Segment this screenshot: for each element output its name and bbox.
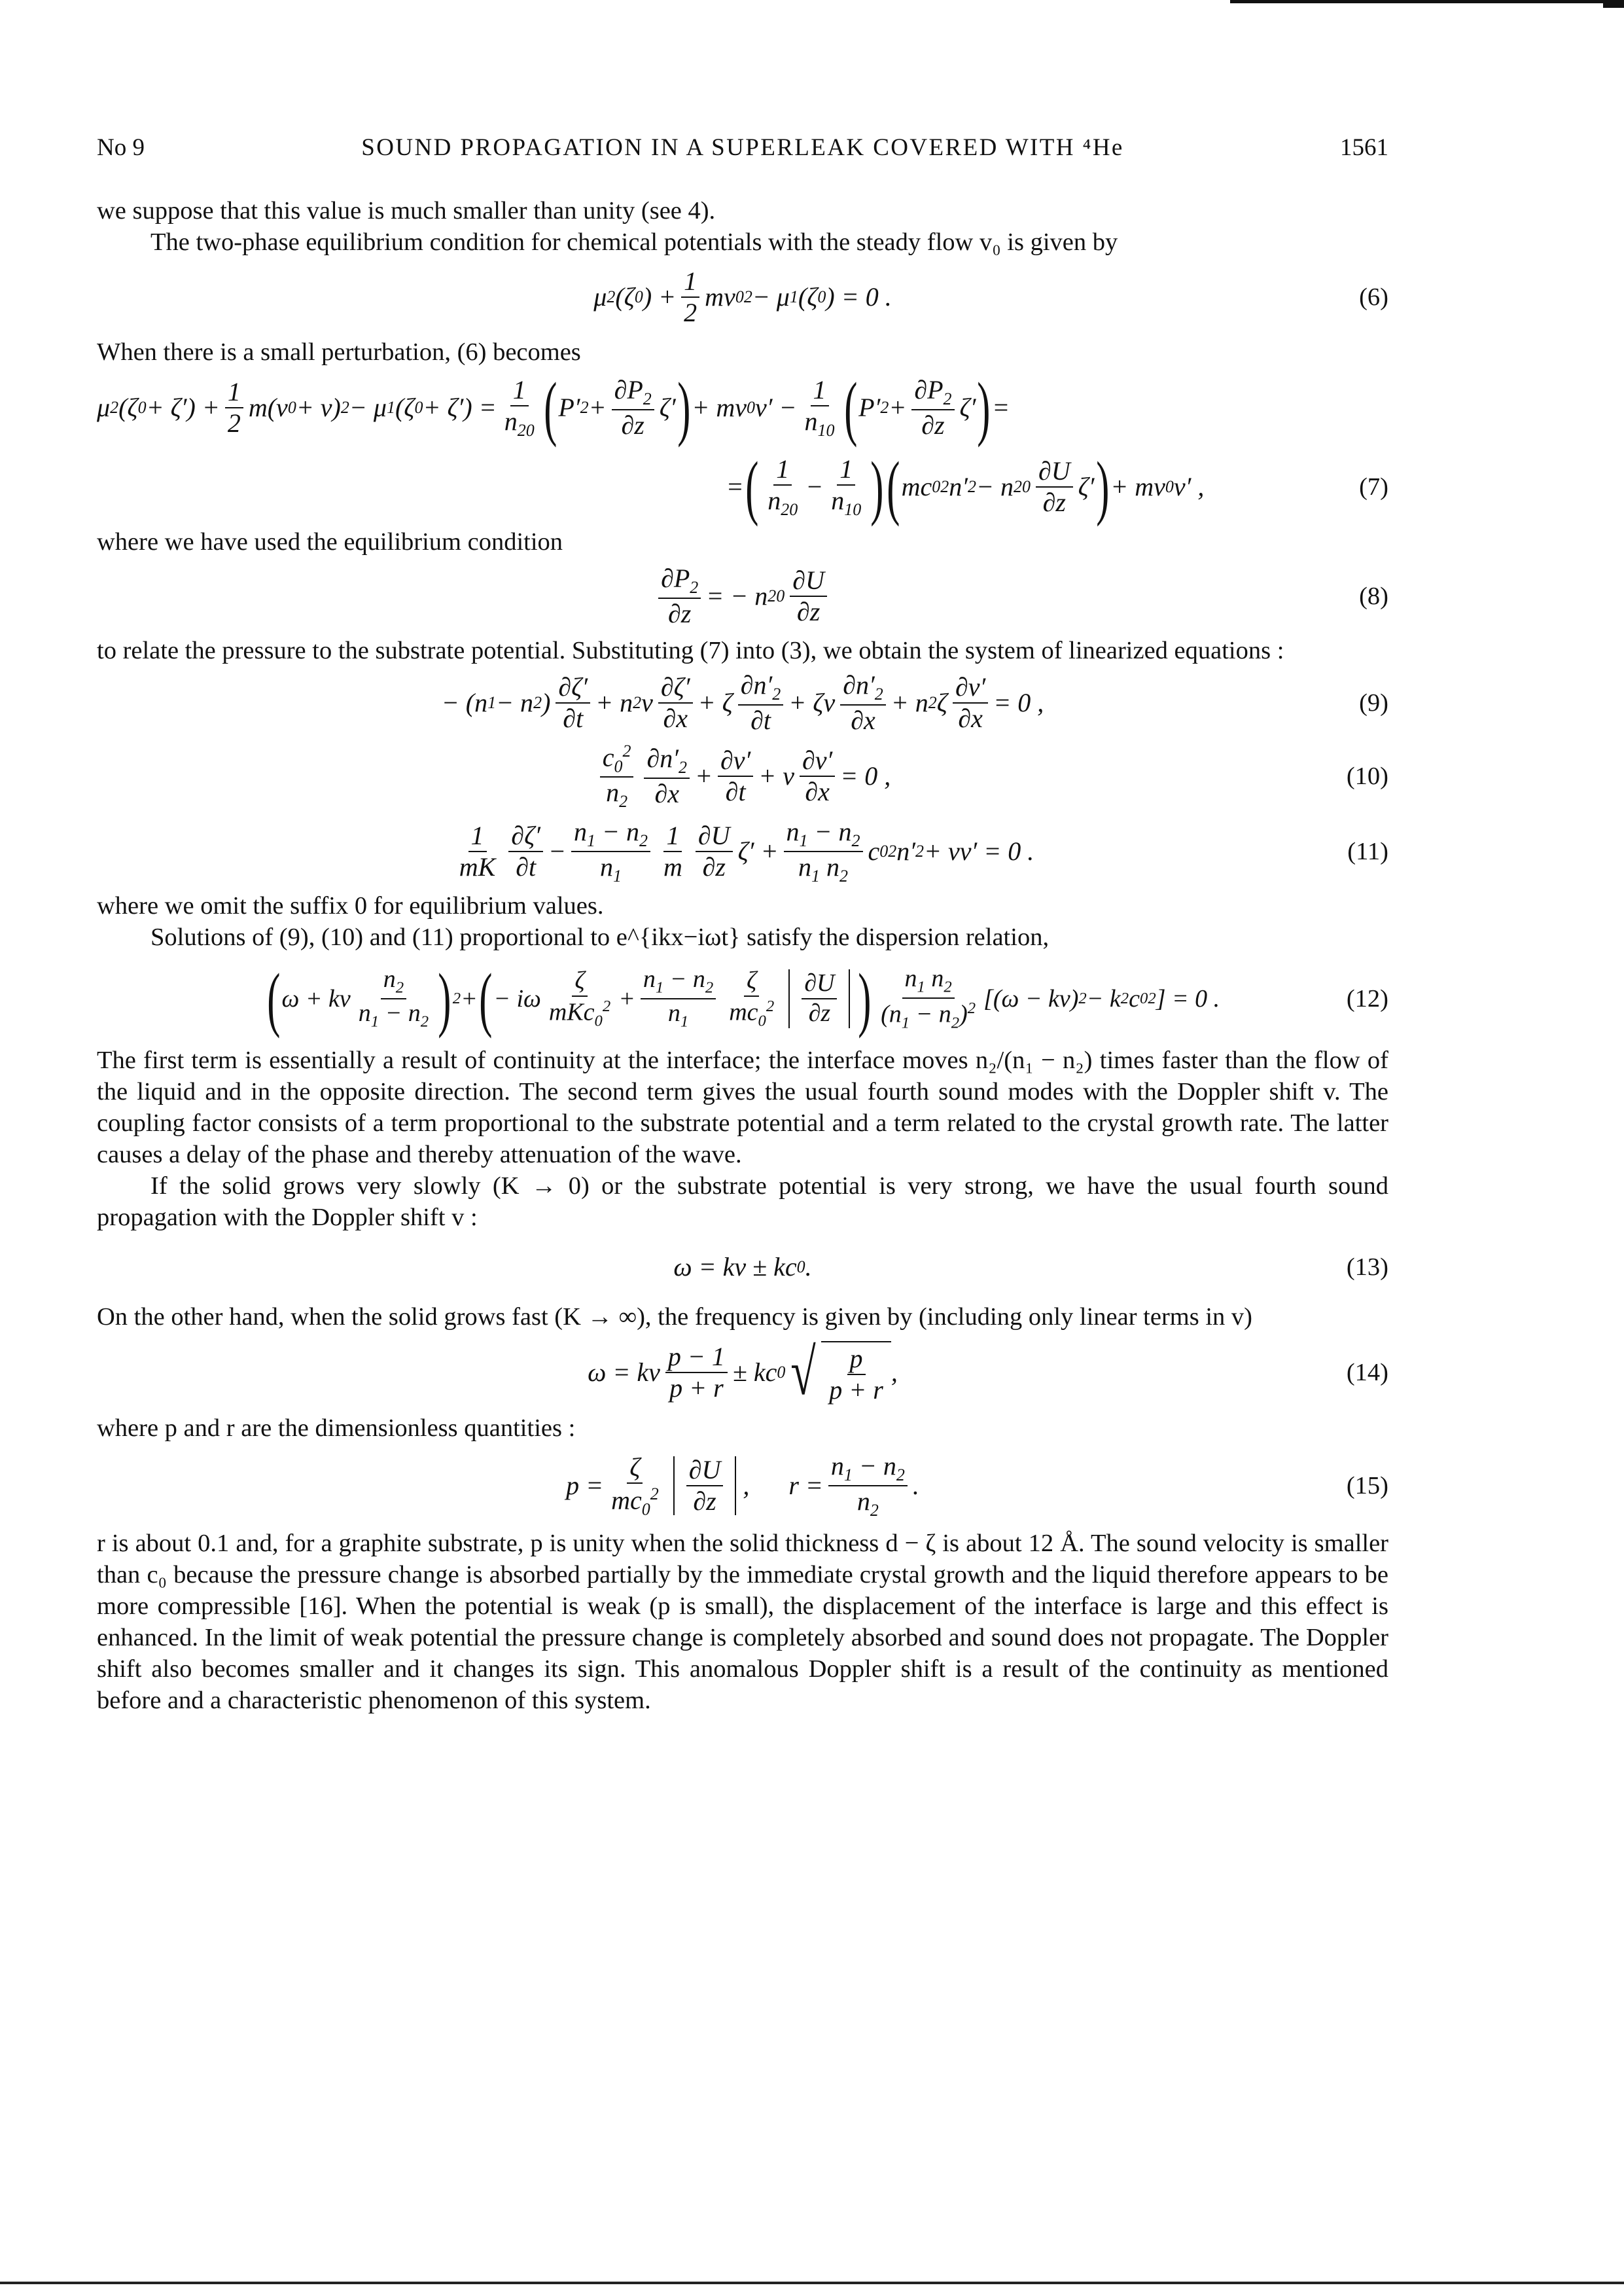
- equation-7-line-2: = ( $\frac{1}{n_{20}}$ − $\frac{1}{n_{10}}$ ) ( mc 0 2 n′ 2 − n 20 $\frac{\partial U}{\partial z}$ ζ′ ) + mv 0 v′ , (7): [726, 447, 1388, 527]
- equation-13: ω = kv ± kc 0 . (13): [673, 1252, 1388, 1282]
- equation-number: (13): [1346, 1253, 1388, 1281]
- equation-9: − (n 1 − n 2 ) $\frac{\partial\zeta'}{\partial t}$ + n 2 v $\frac{\partial\zeta'}{\partial x}$ + ζ $\frac{\partial n'_2}{\partial t}$ + ζv $\frac{\partial n'_2}{\partial x}$ + n 2 ζ $\frac{\partial v'}{\partial x}$ = 0 , (9): [441, 670, 1388, 736]
- equation-number: (11): [1347, 838, 1388, 865]
- paragraph: When there is a small perturbation, (6) becomes: [97, 338, 581, 366]
- equation-number: (15): [1346, 1472, 1388, 1499]
- paragraph: where we have used the equilibrium condition: [97, 528, 563, 556]
- paragraph: The two-phase equilibrium condition for chemical potentials with the steady flow v₀ is given by: [150, 228, 1118, 256]
- equation-6: μ 2 (ζ 0 ) + $\frac{1}{2}$ mv 0 2 − μ 1 (ζ 0 ) = 0 . (6): [593, 266, 1388, 327]
- equation-11: $\frac{1}{mK}$ $\frac{\partial\zeta'}{\partial t}$ − $\frac{n_1 - n_2}{n_1}$ $\frac{1}{m}$ $\frac{\partial U}{\partial z}$ ζ′ + $\frac{n_1 - n_2}{n_1 n_2}$ c 0 2 n′ 2 + vv′ = 0 . (11): [459, 816, 1388, 886]
- top-rule: [1230, 0, 1624, 3]
- equation-8: $\frac{\partial P_2}{\partial z}$ = − n 20 $\frac{\partial U}{\partial z}$ (8): [97, 558, 1388, 635]
- paragraph: r is about 0.1 and, for a graphite substrate, p is unity when the solid thickness d − ζ is about 12 Å. The sound velocity is smaller than c₀ because the pressure change is absorbed partially by the immediate crystal growth and the liquid therefore appears to be more compressible [16]. When the potential is weak (p is small), the displacement of the interface is large and this effect is enhanced. In the limit of weak potential the pressure change is completely absorbed and sound does not propagate. The Doppler shift also becomes smaller and it changes its sign. This anomalous Doppler shift is a result of the continuity as mentioned before and a characteristic phenomenon of this system.: [97, 1530, 1388, 1714]
- paragraph: where p and r are the dimensionless quantities :: [97, 1414, 576, 1442]
- equation-number: (6): [1359, 283, 1388, 311]
- paragraph: to relate the pressure to the substrate potential. Substituting (7) into (3), we obtain the system of linearized equations :: [97, 637, 1284, 664]
- equation-number: (10): [1346, 762, 1388, 790]
- paragraph: Solutions of (9), (10) and (11) proportional to e^{ikx−iωt} satisfy the dispersion relation,: [150, 924, 1050, 951]
- equation-number: (7): [1359, 473, 1388, 501]
- paragraph: The first term is essentially a result of continuity at the interface; the interface moves n₂/(n₁ − n₂) times faster than the flow of the liquid and in the opposite direction. The second term gives the usual fourth sound modes with the Doppler shift v. The coupling factor consists of a term proportional to the substrate potential and a term related to the crystal growth rate. The latter causes a delay of the phase and thereby attenuation of the wave.: [97, 1047, 1388, 1168]
- article-body: [97, 195, 1388, 1716]
- equation-12: ( ω + kv $\frac{n_2}{n_1 - n_2}$ ) 2 + ( − iω $\frac{\zeta}{mKc_0^2}$ + $\frac{n_1 - n_2}{n_1}$ $\frac{\zeta}{mc_0^2}$ $\frac{\partial U}{\partial z}$ ) $\frac{n_1 n_2}{(n_1 - n_2)^2}$ [(ω − kv) 2 − k 2 c 0 2 ] = 0 . (12): [267, 959, 1388, 1039]
- top-rule-mark: [1603, 0, 1624, 8]
- equation-number: (8): [1359, 583, 1388, 610]
- equation-10: $\frac{c_0^2}{n_2}$ $\frac{\partial n'_2}{\partial x}$ + $\frac{\partial v'}{\partial t}$ + v $\frac{\partial v'}{\partial x}$ = 0 , (10): [97, 740, 1388, 813]
- running-title: SOUND PROPAGATION IN A SUPERLEAK COVERED WITH ⁴He: [361, 134, 1124, 161]
- equation-7-line-1: μ 2 (ζ 0 + ζ′) + $\frac{1}{2}$ m(v 0 + v) 2 − μ 1 (ζ 0 + ζ′) = $\frac{1}{n_{20}}$ ( P′ 2 + $\frac{\partial P_2}{\partial z}$ ζ′ ) + mv 0 v′ − $\frac{1}{n_{10}}$ ( P′ 2 + $\frac{\partial P_2}{\partial z}$ ζ′ ) =: [97, 368, 1010, 448]
- running-header: [97, 124, 1388, 164]
- equation-14: ω = kv $\frac{p - 1}{p + r}$ ± kc 0 √ $\frac{p}{p + r}$ , (14): [588, 1336, 1388, 1408]
- issue-number: No 9: [97, 134, 145, 161]
- equation-number: (9): [1359, 689, 1388, 717]
- paragraph: On the other hand, when the solid grows fast (K → ∞), the frequency is given by (including only linear terms in v): [97, 1303, 1252, 1331]
- equation-number: (12): [1346, 985, 1388, 1013]
- paragraph: we suppose that this value is much smaller than unity (see 4).: [97, 197, 716, 224]
- paragraph: where we omit the suffix 0 for equilibrium values.: [97, 892, 604, 920]
- page-number: 1561: [1340, 134, 1388, 161]
- paragraph: If the solid grows very slowly (K → 0) or the substrate potential is very strong, we have the usual fourth sound propagation with the Doppler shift v :: [97, 1172, 1388, 1231]
- equation-15: p = $\frac{\zeta}{mc_0^2}$ $\frac{\partial U}{\partial z}$ , r = $\frac{n_1 - n_2}{n_2}$ . (15): [566, 1450, 1388, 1520]
- bottom-rule: [0, 2282, 1624, 2284]
- equation-number: (14): [1346, 1359, 1388, 1386]
